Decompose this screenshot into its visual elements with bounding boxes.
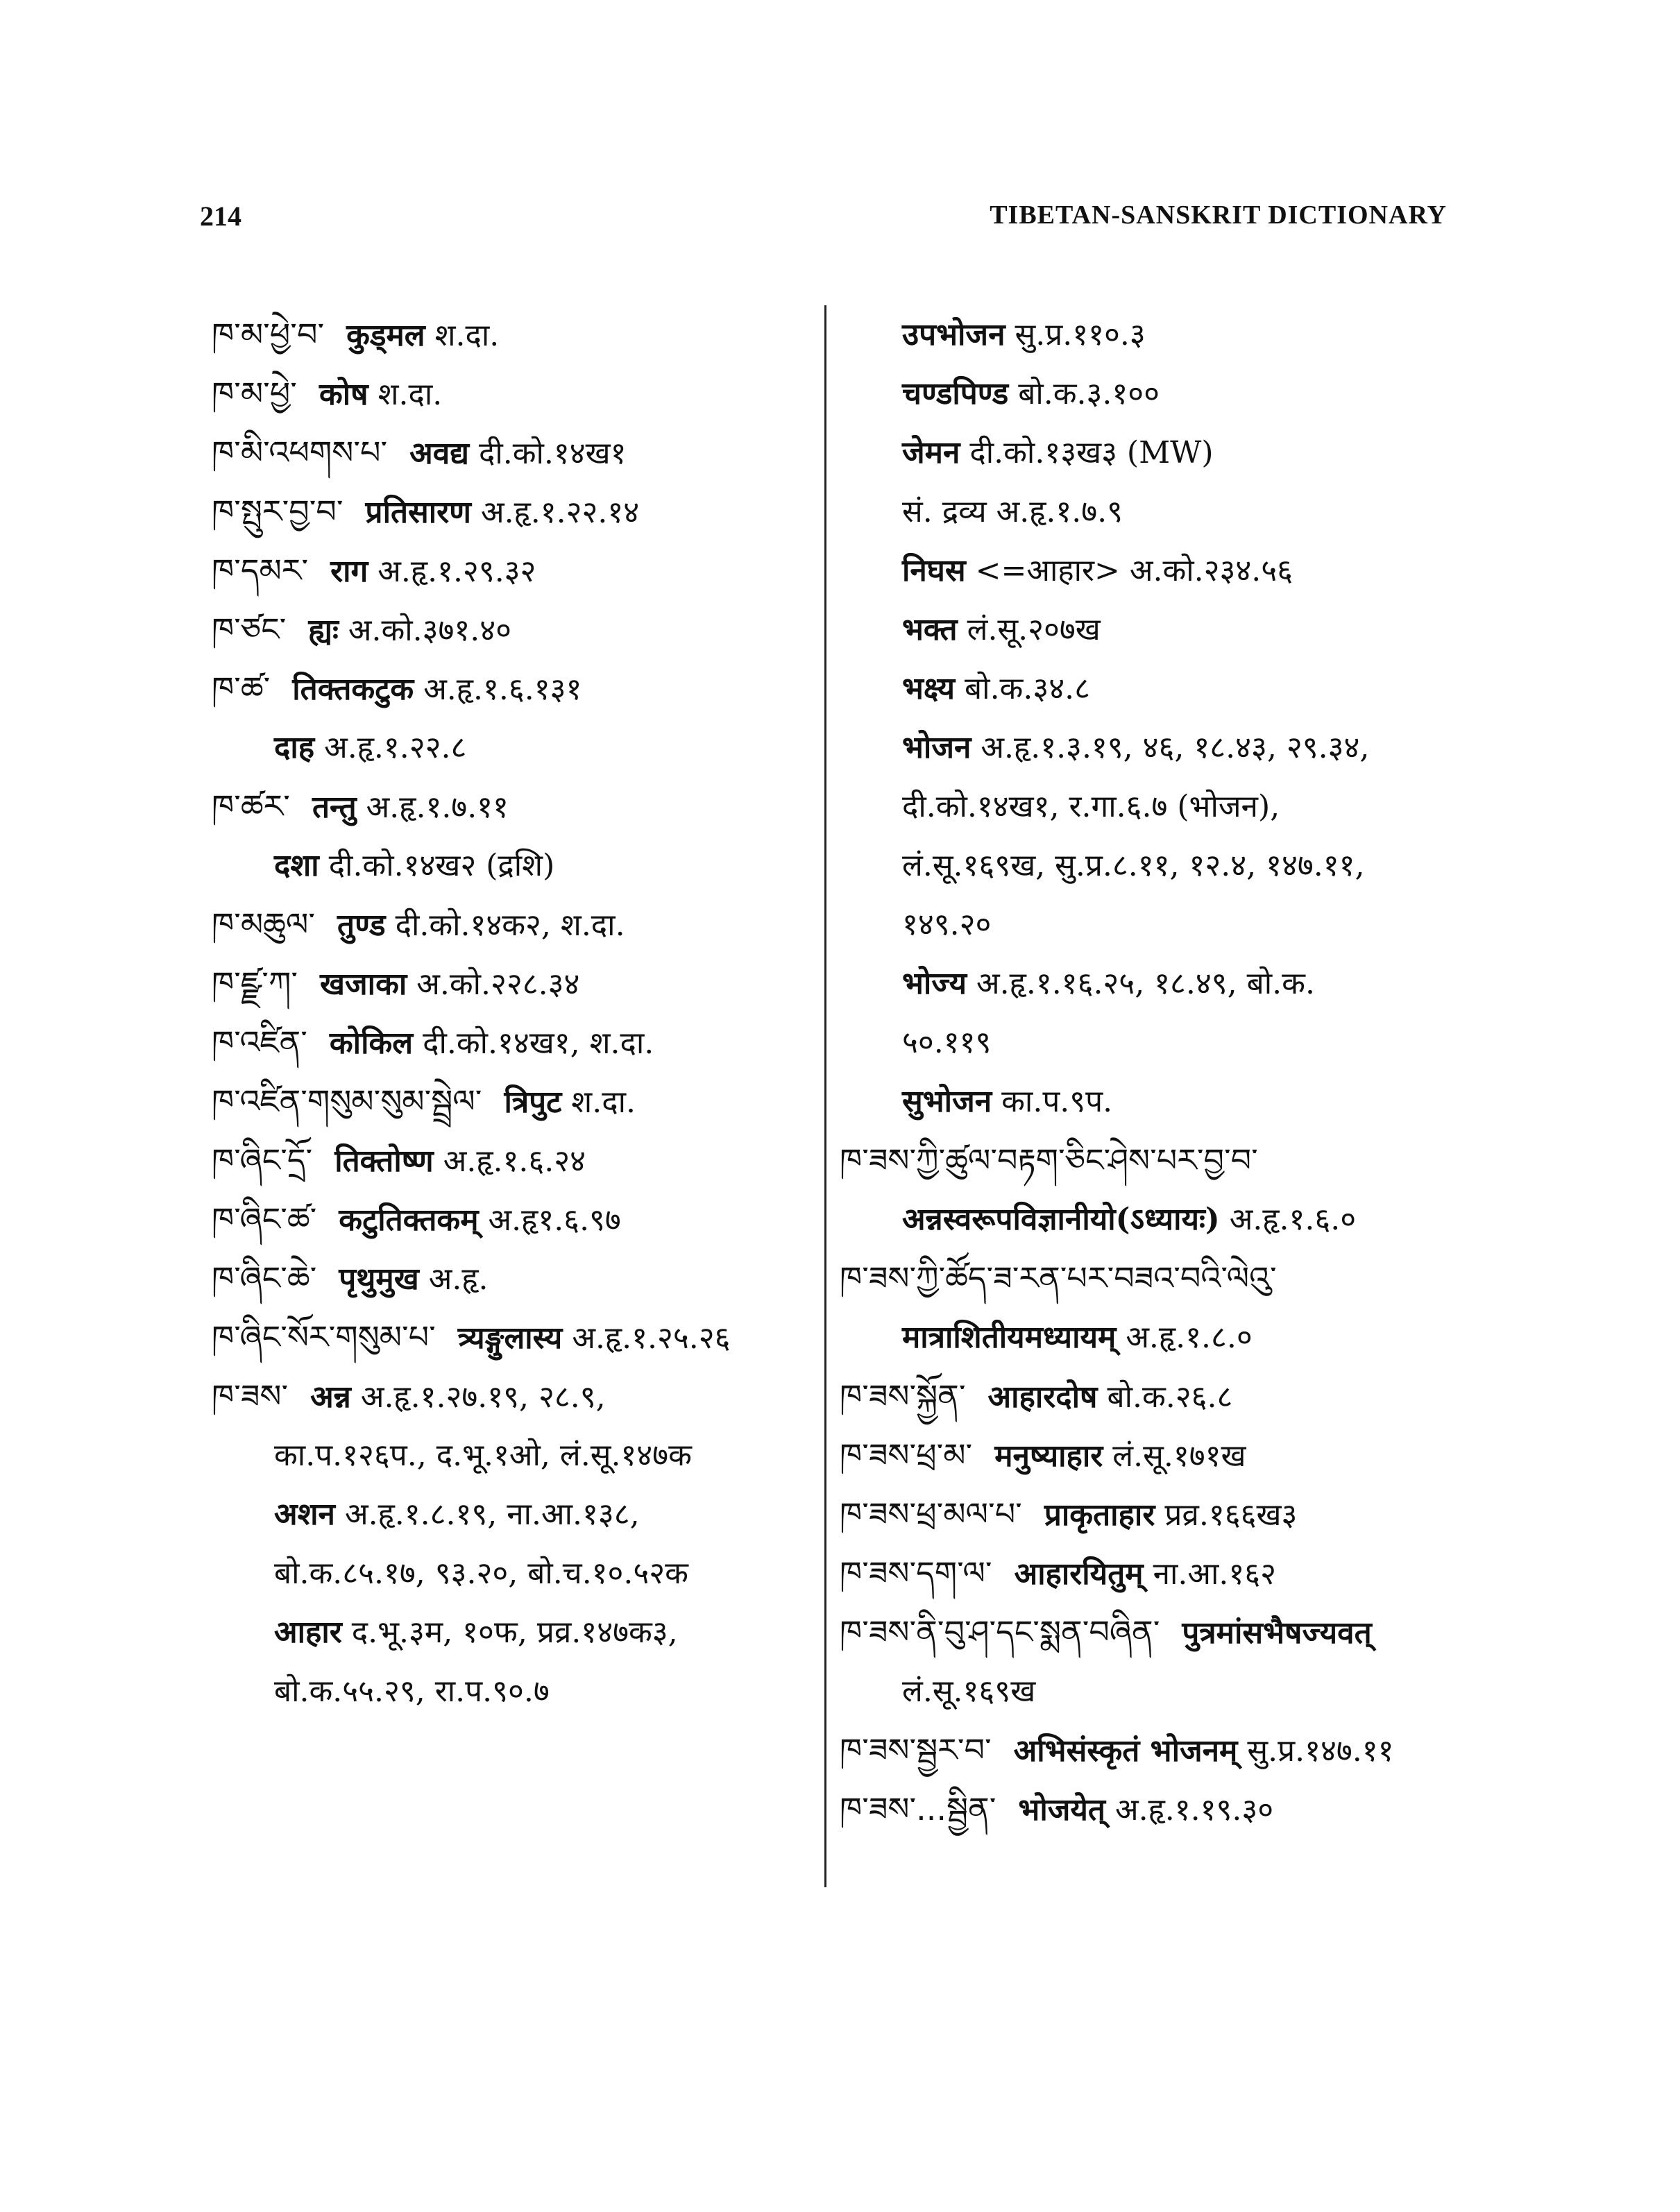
sanskrit-term: पुत्रमांसभैषज्यवत्	[1182, 1615, 1372, 1651]
sanskrit-term: कोष	[319, 377, 368, 412]
sanskrit-term: कटुतिक्तकम्	[339, 1202, 479, 1238]
sanskrit-term: त्र्यङ्गुलास्य	[457, 1320, 563, 1356]
source-reference: दी.को.१३ख३ (MW)	[969, 435, 1214, 470]
source-reference: लं.सू.१६९ख, सु.प्र.८.११, १२.४, १४७.११,	[902, 848, 1365, 883]
sanskrit-equivalent	[212, 1485, 808, 1544]
tibetan-headword: ཁ་ཟས་ཕྲ་མ་	[840, 1436, 973, 1474]
source-reference: अ.हृ.१.८.१९, ना.आ.१३८,	[344, 1497, 640, 1532]
sanskrit-term: तिक्तोष्ण	[334, 1143, 434, 1179]
source-reference: ना.आ.१६२	[1153, 1556, 1277, 1592]
source-reference: अ.हृ.१.७.११	[366, 790, 509, 825]
source-reference: दी.को.१४ख१, र.गा.६.७ (भोजन),	[902, 789, 1280, 824]
dictionary-entry	[212, 1367, 808, 1426]
source-reference: अ.को.२२८.३४	[416, 967, 580, 1002]
dictionary-entry	[212, 777, 808, 836]
sanskrit-equivalent	[840, 659, 1464, 718]
tibetan-headword: ཁ་སྤུར་བྱ་བ་	[212, 493, 343, 530]
tibetan-headword: ཁ་ཟས་	[212, 1377, 289, 1415]
dictionary-entry	[212, 1072, 808, 1131]
dictionary-entry	[212, 1249, 808, 1308]
source-reference: अ.हृ.१.२९.३२	[377, 554, 536, 589]
reference-continuation	[212, 1544, 808, 1603]
source-reference: अ.हृ१.६.९७	[488, 1202, 621, 1238]
tibetan-headword: ཁ་ཚར་	[212, 788, 290, 825]
sanskrit-equivalent	[212, 718, 808, 777]
tibetan-headword: ཁ་ཞིང་སོར་གསུམ་པ་	[212, 1318, 436, 1356]
reference-continuation	[840, 1662, 1464, 1721]
reference-continuation	[212, 1662, 808, 1721]
sanskrit-term: ह्यः	[308, 613, 339, 648]
sanskrit-term: दाह	[274, 730, 315, 765]
source-reference: अ.को.३७१.४०	[348, 613, 512, 648]
tibetan-headword: ཁ་ཟས་དག་ལ་	[840, 1554, 992, 1592]
sanskrit-term: खजाका	[320, 967, 407, 1002]
source-reference: प्रव्र.१६६ख३	[1164, 1497, 1298, 1533]
page-header	[200, 200, 1447, 241]
sanskrit-term: प्रतिसारण	[365, 495, 471, 530]
sanskrit-equivalent	[840, 364, 1464, 423]
source-reference: श.दा.	[434, 318, 500, 353]
sanskrit-term: मनुष्याहार	[994, 1438, 1103, 1474]
sanskrit-term: जेमन	[902, 435, 960, 470]
running-head: TIBETAN-SANSKRIT DICTIONARY	[990, 201, 1447, 230]
sanskrit-equivalent	[840, 541, 1464, 600]
sanskrit-term: दशा	[274, 848, 319, 883]
sanskrit-term: भोज्य	[902, 966, 967, 1001]
dictionary-entry	[212, 305, 808, 364]
sanskrit-term: भोजयेत्	[1018, 1792, 1105, 1828]
column-divider	[824, 305, 826, 1887]
source-reference: अ.हृ.१.२७.१९, २८.९,	[360, 1379, 606, 1415]
source-reference: दी.को.१४क२, श.दा.	[395, 908, 625, 943]
sanskrit-equivalent	[840, 482, 1464, 541]
reference-continuation	[212, 1426, 808, 1485]
dictionary-entry	[212, 1131, 808, 1190]
tibetan-headword: ཁ་མ་ཕྱེ་བ་	[212, 316, 325, 353]
sanskrit-term: आहारयितुम्	[1014, 1556, 1144, 1592]
source-reference: १४९.२०	[902, 907, 992, 942]
dictionary-entry	[840, 1485, 1464, 1544]
sanskrit-equivalent	[840, 600, 1464, 659]
source-reference: अ.हृ.१.२२.१४	[481, 495, 640, 530]
tibetan-headword: ཁ་དམར་	[212, 552, 309, 589]
source-reference: ५०.११९	[902, 1025, 992, 1060]
source-reference: दी.को.१४ख२ (द्रशि)	[328, 848, 555, 883]
sanskrit-term: प्राकृताहार	[1044, 1497, 1155, 1533]
reference-continuation	[840, 1013, 1464, 1072]
tibetan-headword: ཁ་འཛིན་གསུམ་སུམ་སྦྲེལ་	[212, 1082, 482, 1120]
dictionary-entry	[212, 1308, 808, 1367]
sanskrit-term: भक्त	[902, 612, 958, 647]
source-reference: बो.क.३४.८	[965, 671, 1090, 706]
reference-continuation	[840, 836, 1464, 895]
dictionary-entry	[840, 1249, 1464, 1308]
sanskrit-term: त्रिपुट	[504, 1084, 562, 1120]
sanskrit-term: तुण्ड	[337, 908, 386, 943]
tibetan-headword: ཁ་ཞིང་དྲོ་	[212, 1141, 313, 1179]
source-reference: अ.हृ.१.६.०	[1229, 1202, 1357, 1237]
source-reference: सु.प्र.११०.३	[1015, 317, 1146, 352]
tibetan-headword: ཁ་ཟས་སྦྱར་བ་	[840, 1731, 992, 1769]
sanskrit-term: मात्राशितीयमध्यायम्	[902, 1320, 1117, 1355]
sanskrit-equivalent	[840, 1072, 1464, 1131]
dictionary-entry	[212, 895, 808, 954]
sanskrit-equivalent	[840, 305, 1464, 364]
dictionary-entry	[212, 954, 808, 1013]
sanskrit-term: भोजन	[902, 730, 971, 765]
source-reference: द.भू.३म, १०फ, प्रव्र.१४७क३,	[351, 1615, 678, 1650]
sanskrit-term: पृथुमुख	[339, 1261, 419, 1297]
tibetan-headword: ཁ་མཆུལ་	[212, 905, 316, 943]
source-reference: बो.क.५५.२९, रा.प.९०.७	[274, 1674, 550, 1709]
source-reference: दी.को.१४ख१	[478, 436, 627, 471]
source-reference: दी.को.१४ख१, श.दा.	[423, 1026, 654, 1061]
source-reference: अ.हृ.१.३.१९, ४६, १८.४३, २९.३४,	[981, 730, 1370, 765]
tibetan-headword: ཁ་ཟས་ཀྱི་ཚོད་ཟ་རན་པར་བཟའ་བའི་ལེའུ་	[840, 1259, 1277, 1297]
sanskrit-term: अन्न	[310, 1379, 351, 1415]
reference-continuation	[840, 777, 1464, 836]
source-reference: अ.हृ.१.६.२४	[443, 1143, 586, 1179]
tibetan-headword: ཁ་འཛིན་	[212, 1023, 307, 1061]
sanskrit-equivalent	[212, 836, 808, 895]
source-reference: का.प.१२६प., द.भू.१ओ, लं.सू.१४७क	[274, 1438, 692, 1473]
dictionary-entry	[212, 482, 808, 541]
tibetan-headword: ཁ་ཛྫ་ཀ་	[212, 964, 298, 1002]
left-column	[212, 305, 808, 1721]
tibetan-headword: ཁ་ཚ་	[212, 670, 271, 707]
dictionary-entry	[212, 364, 808, 423]
tibetan-headword: ཁ་ཞིང་ཚ་	[212, 1200, 317, 1238]
sanskrit-term: तिक्तकटुक	[292, 672, 414, 707]
source-reference: अ.हृ.१.१९.३०	[1114, 1792, 1274, 1828]
sanskrit-equivalent	[212, 1603, 808, 1662]
dictionary-entry	[840, 1780, 1464, 1839]
source-reference: अ.हृ.१.६.१३१	[423, 672, 582, 707]
dictionary-entry	[212, 541, 808, 600]
sanskrit-term: अभिसंस्कृतं भोजनम्	[1013, 1733, 1238, 1769]
sanskrit-term: भक्ष्य	[902, 671, 956, 706]
sanskrit-term: निघस	[902, 553, 966, 588]
source-reference: अ.हृ.१.२२.८	[324, 730, 467, 765]
dictionary-entry	[840, 1367, 1464, 1426]
tibetan-headword: ཁ་ཟས་སྐྱོན་	[840, 1377, 966, 1415]
reference-continuation	[840, 895, 1464, 954]
dictionary-entry	[212, 659, 808, 718]
sanskrit-term: तन्तु	[312, 790, 357, 825]
sanskrit-equivalent	[840, 954, 1464, 1013]
sanskrit-term: चण्डपिण्ड	[902, 376, 1009, 411]
source-reference: बो.क.८५.१७, ९३.२०, बो.च.१०.५२क	[274, 1556, 688, 1591]
source-reference: अ.हृ.१.२५.२६	[572, 1320, 731, 1356]
sanskrit-equivalent	[840, 718, 1464, 777]
source-reference: सं. द्रव्य अ.हृ.१.७.९	[902, 494, 1123, 529]
sanskrit-term: आहार	[274, 1615, 342, 1650]
tibetan-headword: ཁ་ཞིང་ཆེ་	[212, 1259, 317, 1297]
right-column	[840, 305, 1464, 1839]
sanskrit-term: राग	[330, 554, 368, 589]
sanskrit-term: अन्नस्वरूपविज्ञानीयो(ऽध्यायः)	[902, 1202, 1220, 1237]
tibetan-headword: ཁ་མི་འཕགས་པ་	[212, 434, 388, 471]
sanskrit-equivalent	[840, 1190, 1464, 1249]
source-reference: अ.हृ.१.१६.२५, १८.४९, बो.क.	[976, 966, 1315, 1001]
dictionary-entry	[840, 1131, 1464, 1190]
sanskrit-equivalent	[840, 1308, 1464, 1367]
sanskrit-term: कुड्मल	[346, 318, 425, 353]
source-reference: लं.सू.१६९ख	[902, 1674, 1036, 1709]
dictionary-entry	[840, 1544, 1464, 1603]
sanskrit-equivalent	[840, 423, 1464, 482]
tibetan-headword: ཁ་ཟས་ཕྲ་མལ་པ་	[840, 1495, 1022, 1533]
source-reference: अ.हृ.	[428, 1261, 489, 1297]
dictionary-entry	[212, 600, 808, 659]
dictionary-entry	[212, 423, 808, 482]
sanskrit-term: अशन	[274, 1497, 335, 1532]
sanskrit-term: सुभोजन	[902, 1084, 992, 1119]
dictionary-entry	[212, 1013, 808, 1072]
source-reference: लं.सू.२०७ख	[967, 612, 1101, 647]
source-reference: बो.क.३.१००	[1018, 376, 1160, 411]
tibetan-headword: ཁ་ཟས་ནི་བུ་ཤ་དང་སྨན་བཞིན་	[840, 1613, 1160, 1651]
sanskrit-term: उपभोजन	[902, 317, 1006, 352]
source-reference: का.प.९प.	[1001, 1084, 1113, 1119]
dictionary-entry	[840, 1603, 1464, 1662]
tibetan-headword: ཁ་ཟས་ཀྱི་ཚུལ་བརྟག་ཅིང་ཤེས་པར་བྱ་བ་	[840, 1141, 1258, 1179]
source-reference: लं.सू.१७१ख	[1112, 1438, 1246, 1474]
tibetan-headword: ཁ་ཟས་...སྦྱིན་	[840, 1790, 996, 1828]
dictionary-entry	[212, 1190, 808, 1249]
page-number: 214	[200, 201, 241, 232]
source-reference: बो.क.२६.८	[1107, 1379, 1233, 1415]
source-reference: <=आहार> अ.को.२३४.५६	[975, 553, 1293, 588]
source-reference: श.दा.	[377, 377, 443, 412]
sanskrit-term: आहारदोष	[987, 1379, 1098, 1415]
source-reference: अ.हृ.१.८.०	[1126, 1320, 1253, 1355]
source-reference: श.दा.	[571, 1084, 636, 1120]
tibetan-headword: ཁ་མ་ཕྱེ་	[212, 375, 297, 412]
tibetan-headword: ཁ་ཙང་	[212, 611, 287, 648]
sanskrit-term: कोकिल	[329, 1026, 414, 1061]
dictionary-entry	[840, 1426, 1464, 1485]
dictionary-entry	[840, 1721, 1464, 1780]
sanskrit-term: अवद्य	[409, 436, 469, 471]
source-reference: सु.प्र.१४७.११	[1247, 1733, 1394, 1769]
